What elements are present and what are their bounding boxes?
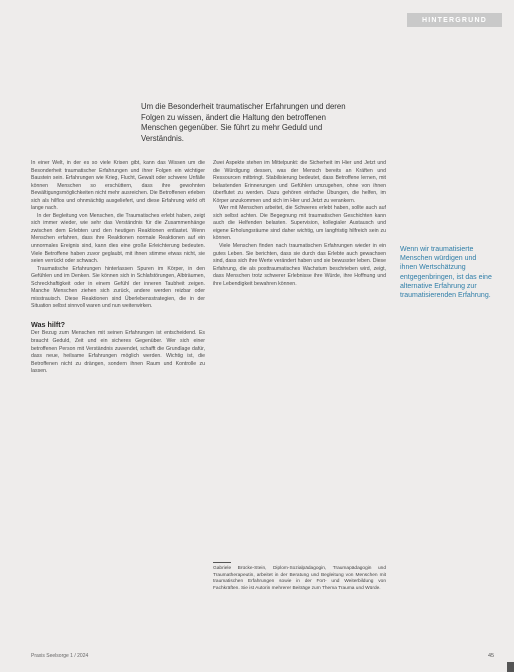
paragraph: Zwei Aspekte stehen im Mittelpunkt: die Sicherheit im Hier und Jetzt und die Würdigung dessen, was der Mensch bereits an Kräften und Ressourcen mitbringt. Stabilisierung bedeutet, dass Betroffene lernen, mit belastenden Erinnerungen und Gefühlen umzugehen, ohne von ihnen überflutet zu werden. Dazu gehören einfache Übungen, die helfen, im Körper anzukommen und sich im Hier und Jetzt zu verankern. xyxy=(213,160,386,204)
paragraph: In einer Welt, in der es so viele Krisen gibt, kann das Wissen um die Besonderheit traumatischer Erfahrungen und ihrer Folgen ein wichtiger Baustein sein. Erfahrungen wie Krieg, Flucht, Gewalt oder schwere Unfälle können Menschen so erschüttern, dass ihre gewohnten Bewältigungsmöglichkeiten nicht mehr ausreichen. Die Betroffenen erleben sich als hilflos und ohnmächtig ausgeliefert, und diese Erfahrung wirkt oft lange nach. xyxy=(31,160,205,212)
article-column-middle xyxy=(213,160,386,288)
paragraph: In der Begleitung von Menschen, die Traumatisches erlebt haben, zeigt sich immer wieder, wie sehr das Verständnis für die Zusammenhänge zwischen dem Erlebten und den heutigen Reaktionen entlastet. Wenn Menschen erfahren, dass ihre Reaktionen normale Reaktionen auf ein unnormales Ereignis sind, kann dies eine große Erleichterung bedeuten. Viele Betroffene haben zuvor geglaubt, mit ihnen stimme etwas nicht, sie seien verrückt oder schwach. xyxy=(31,212,205,265)
publication-info: Praxis Seelsorge 1 / 2024 xyxy=(31,653,89,659)
paragraph: Viele Menschen finden nach traumatischen Erfahrungen wieder in ein gutes Leben. Sie berichten, dass sie durch das Erlebte auch gewachsen sind, dass sich ihre Werte verändert haben und sie bewusster leben. Diese Erfahrung, die als posttraumatisches Wachstum beschrieben wird, zeigt, dass Menschen trotz schwerer Erlebnisse ihre Würde, ihre Hoffnung und ihre Lebendigkeit bewahren können. xyxy=(213,243,386,287)
paragraph: Der Bezug zum Menschen mit seinen Erfahrungen ist entscheidend. Es braucht Geduld, Zeit und ein sicheres Gegenüber. Wer sich einer betroffenen Person mit Verständnis zuwendet, schafft die Grundlage dafür, dass neue, heilsame Erfahrungen möglich werden. Wichtig ist, die Betroffenen nicht zu drängen, sondern ihnen Raum und Kontrolle zu lassen. xyxy=(31,330,205,375)
page-number: 45 xyxy=(488,653,495,659)
subheading: Was hilft? xyxy=(31,319,66,329)
corner-mark xyxy=(507,662,514,672)
article-column-left xyxy=(31,160,205,376)
paragraph: Wer mit Menschen arbeitet, die Schweres erlebt haben, sollte auch auf sich selbst achten. Die Begegnung mit traumatischen Geschichten kann auch die Helfenden belasten. Supervision, kollegialer Austausch und eigene Erholungsräume sind daher wichtig, um langfristig hilfreich sein zu können. xyxy=(213,205,386,242)
paragraph: Traumatische Erfahrungen hinterlassen Spuren im Körper, in den Gefühlen und im Denken. Sie können sich in Schlafstörungen, Albträumen, Schreckhaftigkeit oder in einem Gefühl der inneren Taubheit zeigen. Manche Menschen ziehen sich zurück, andere werden reizbar oder misstrauisch. Diese Reaktionen sind Überlebensstrategien, die in der Situation selbst sinnvoll waren und nun weiterwirken. xyxy=(31,265,205,310)
pull-quote: Wenn wir traumatisierte Menschen würdigen und ihnen Wertschätzung entgegenbringen, ist das eine alternative Erfahrung zur traumatisierenden Erfahrung. xyxy=(400,246,492,300)
section-label: HINTERGRUND xyxy=(407,13,502,27)
author-bio: Gabriele Brücke-Stein, Diplom-Sozialpädagogin, Traumapädagogin und Traumatherapeutin, arbeitet in der Beratung und Begleitung von Menschen mit traumatischen Erfahrungen sowie in der Fort- und Weiterbildung von Fachkräften. Sie ist Autorin mehrerer Beiträge zum Thema Trauma und Würde. xyxy=(213,566,386,591)
divider xyxy=(213,562,231,563)
lead-text: Um die Besonderheit traumatischer Erfahrungen und deren Folgen zu wissen, ändert die Haltung den betroffenen Menschen gegenüber. Sie führt zu mehr Geduld und Verständnis. xyxy=(141,102,346,143)
